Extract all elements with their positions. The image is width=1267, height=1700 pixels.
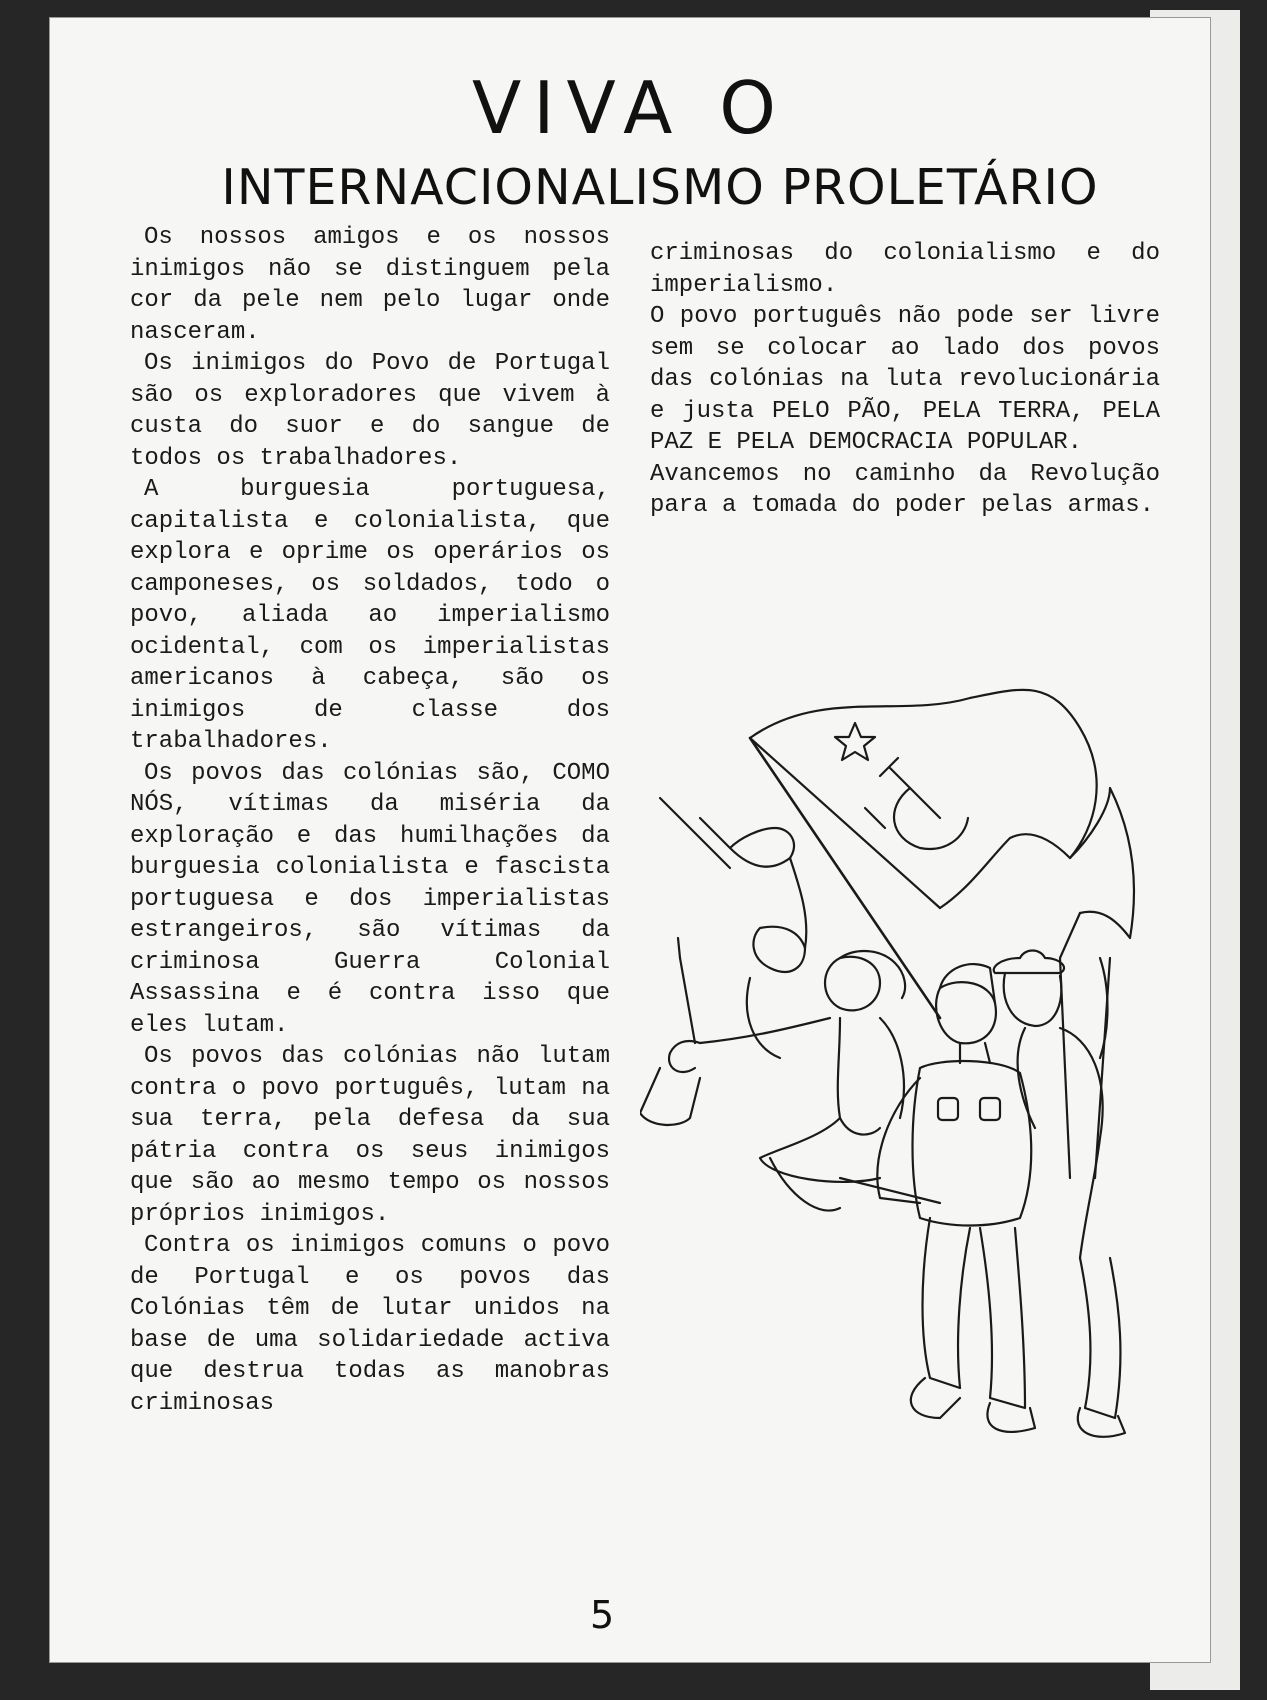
right-column bbox=[650, 238, 1160, 522]
title-line-1: VIVA O bbox=[472, 66, 788, 150]
paragraph: Avancemos no caminho da Revolução para a tomada do poder pelas armas. bbox=[650, 460, 1160, 519]
paragraph: Os povos das colónias são, COMO NÓS, vítimas da miséria da exploração e das humilhações da burguesia colonialista e fascista portuguesa e dos imperialistas estrangeiros, são vítimas da criminosa Guerra Colonial Assassina e é contra isso que eles lutam. bbox=[130, 759, 610, 1039]
document-page bbox=[50, 18, 1210, 1662]
title-line-2: INTERNACIONALISMO PROLETÁRIO bbox=[221, 159, 1099, 216]
flag-bearers-illustration-icon bbox=[640, 658, 1200, 1578]
paragraph: Os nossos amigos e os nossos inimigos não se distinguem pela cor da pele nem pelo lugar onde nasceram. bbox=[130, 224, 610, 346]
paragraph: Contra os inimigos comuns o povo de Portugal e os povos das Colónias têm de lutar unidos na base de uma solidariedade activa que destrua todas as manobras criminosas bbox=[130, 1232, 610, 1417]
paragraph: O povo português não pode ser livre sem se colocar ao lado dos povos das colónias na luta revolucionária e justa PELO PÃO, PELA TERRA, PELA PAZ E PELA DEMOCRACIA POPULAR. bbox=[650, 303, 1160, 456]
page-number: 5 bbox=[590, 1593, 615, 1637]
paragraph: Os povos das colónias não lutam contra o povo português, lutam na sua terra, pela defesa da sua pátria contra os seus inimigos que são ao mesmo tempo os nossos próprios inimigos. bbox=[130, 1043, 610, 1228]
paragraph: A burguesia portuguesa, capitalista e colonialista, que explora e oprime os operários os camponeses, os soldados, todo o povo, aliada ao imperialismo ocidental, com os imperialistas americanos à cabeça, são os inimigos de classe dos trabalhadores. bbox=[130, 476, 610, 755]
paragraph: Os inimigos do Povo de Portugal são os exploradores que vivem à custa do suor e do sangue de todos os trabalhadores. bbox=[130, 350, 610, 472]
paragraph: criminosas do colonialismo e do imperialismo. bbox=[650, 240, 1160, 299]
left-column bbox=[130, 222, 610, 1419]
